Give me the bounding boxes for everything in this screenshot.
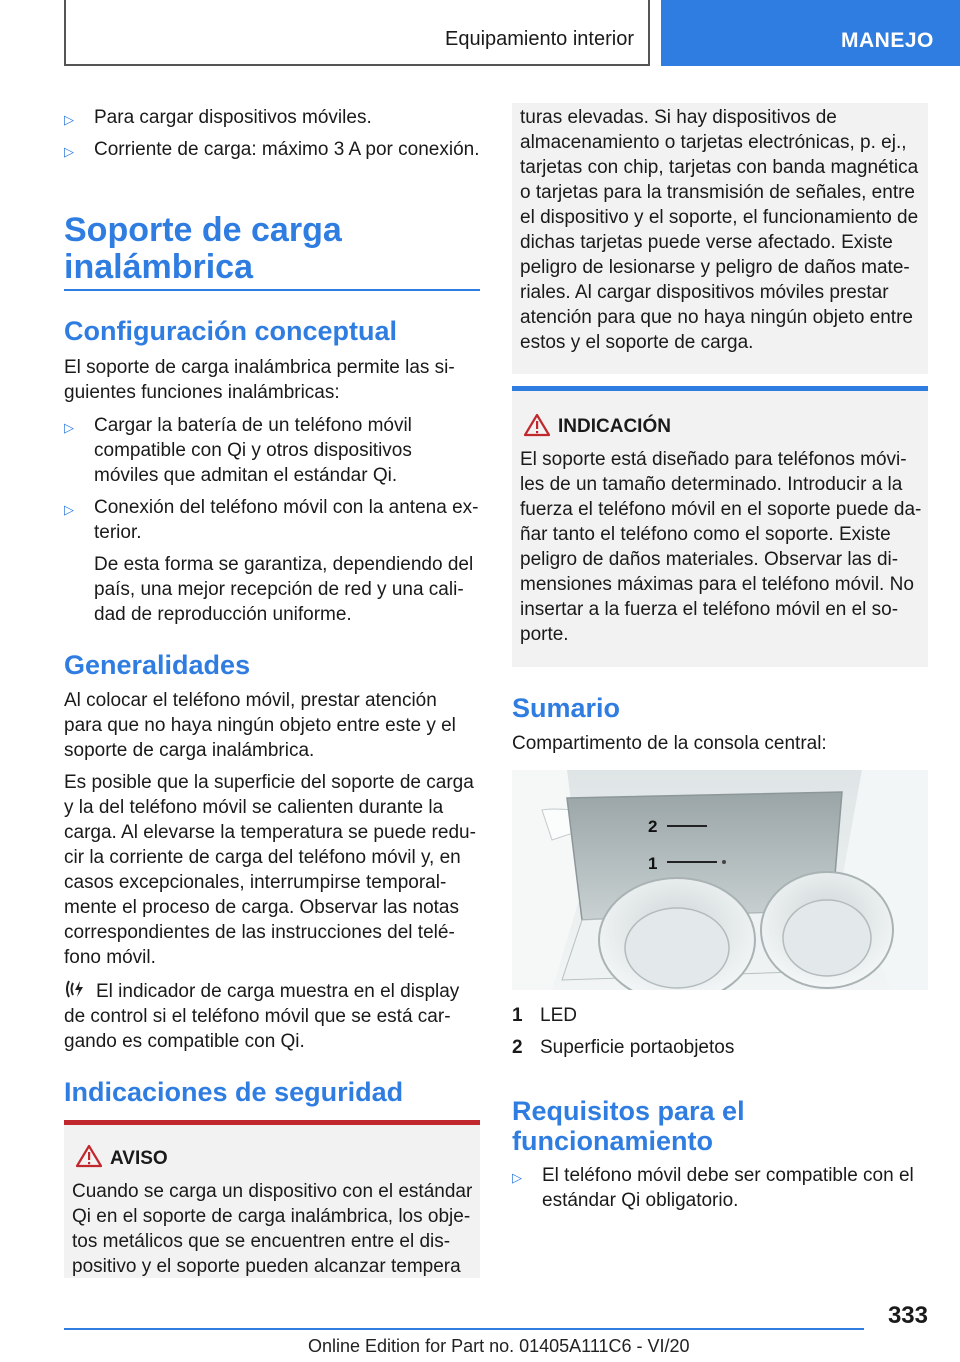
section-heading-concept: Configuración conceptual <box>64 316 398 346</box>
general-paragraph-1: Al colocar el teléfono móvil, prestar atención para que no haya ningún objeto entre este y el soporte de carga inalámbrica. <box>64 690 456 761</box>
bullet-item <box>64 105 480 130</box>
charge-indicator-paragraph <box>64 978 480 1054</box>
section-heading-requisitos <box>512 1096 928 1156</box>
legend-label: LED <box>540 1005 577 1026</box>
heading-line: funcionamiento <box>512 1126 713 1156</box>
bullet-triangle-icon: ▷ <box>64 144 74 159</box>
legend-number: 1 <box>512 1005 523 1026</box>
bullet-text: El teléfono móvil debe ser compatible con el estándar Qi obligatorio. <box>542 1165 914 1211</box>
footer-rule <box>64 1328 864 1330</box>
indicacion-note-box <box>512 386 928 667</box>
bullet-text: Corriente de carga: máximo 3 A por conexión. <box>94 139 480 160</box>
section-heading-sumario: Sumario <box>512 693 621 723</box>
bullet-text: Cargar la batería de un teléfono móvil compatible con Qi y otros dispositivos móviles que admitan el estándar Qi. <box>94 415 412 486</box>
bullet-triangle-icon: ▷ <box>512 1170 522 1185</box>
charge-indicator-text: El indicador de carga muestra en el display de control si el teléfono móvil que se está cargando es compatible con Qi. <box>64 981 460 1052</box>
heading-line: Requisitos para el <box>512 1096 745 1126</box>
bullet-item <box>64 413 480 488</box>
console-illustration <box>512 770 928 990</box>
page-number: 333 <box>887 1302 928 1329</box>
indicacion-text: El soporte está diseñado para teléfonos móviles de un tamaño determinado. Introducir a la fuerza el teléfono móvil en el soporte puede dañar tanto el teléfono como el soporte. Existe peligro de daños materiales. Observar las dimensiones máximas para el teléfono móvil. No insertar a la fuerza el teléfono móvil en el soporte. <box>520 449 922 645</box>
page-header <box>0 0 960 66</box>
bullet-item <box>64 495 480 545</box>
section-heading-general: Generalidades <box>64 650 251 680</box>
sumario-intro: Compartimento de la consola central: <box>512 733 827 754</box>
section-heading-safety: Indicaciones de seguridad <box>64 1077 404 1107</box>
indicacion-title: INDICACIÓN <box>558 416 671 437</box>
bullet-text: Para cargar dispositivos móviles. <box>94 107 372 128</box>
wireless-charging-icon <box>64 978 92 1000</box>
header-chapter-title: MANEJO <box>841 29 934 52</box>
concept-intro: El soporte de carga inalámbrica permite las siguientes funciones inalámbricas: <box>64 357 455 403</box>
bullet-item <box>64 137 480 162</box>
bullet-item <box>512 1163 928 1213</box>
main-title-line: inalámbrica <box>64 248 253 286</box>
aviso-title: AVISO <box>110 1148 168 1169</box>
bullet-triangle-icon: ▷ <box>64 112 74 127</box>
header-chapter-tab <box>661 0 960 66</box>
aviso-continuation-box <box>512 103 928 374</box>
aviso-warning-box <box>64 1120 480 1278</box>
main-title <box>64 212 480 286</box>
footer-edition: Online Edition for Part no. 01405A111C6 - VI/20 <box>308 1336 690 1356</box>
legend-label: Superficie portaobjetos <box>540 1037 735 1058</box>
bullet-text: Conexión del teléfono móvil con la antena exterior. <box>94 497 479 543</box>
header-section-box <box>64 0 650 66</box>
callout-2: 2 <box>648 817 658 836</box>
main-title-line: Soporte de carga <box>64 211 342 249</box>
aviso-continuation-text: turas elevadas. Si hay dispositivos de almacenamiento o tarjetas electrónicas, p. ej., tarjetas con chip, tarjetas con banda magnética o tarjetas para la transmisión de señales, entre el dispositivo y el soporte, el funcionamiento de dichas tarjetas puede verse afectado. Existe peligro de lesionarse y peligro de daños materiales. Al cargar dispositivos móviles prestar atención para que no haya ningún objeto entre estos y el soporte de carga. <box>520 107 919 353</box>
note-triangle-icon <box>524 413 550 442</box>
note-bar <box>512 386 928 391</box>
center-console-image <box>512 770 928 990</box>
callout-1: 1 <box>648 854 658 873</box>
bullet-subparagraph: De esta forma se garantiza, dependiendo del país, una mejor recepción de red y una calidad de reproducción uniforme. <box>94 554 474 625</box>
aviso-text: Cuando se carga un dispositivo con el estándar Qi en el soporte de carga inalámbrica, los objetos metálicos que se encuentren entre el dispositivo y el soporte pueden alcanzar tempera <box>72 1181 473 1277</box>
bullet-triangle-icon: ▷ <box>64 420 74 435</box>
warning-bar <box>64 1120 480 1125</box>
bullet-triangle-icon: ▷ <box>64 502 74 517</box>
general-paragraph-2: Es posible que la superficie del soporte de carga y la del teléfono móvil se calienten durante la carga. Al elevarse la temperatura se puede reducir la corriente de carga del teléfono móvil y, en casos excepcionales, interrumpirse temporalmente el proceso de carga. Observar las notas correspondientes de las instrucciones del teléfono móvil. <box>64 772 476 968</box>
header-section-title: Equipamiento interior <box>445 28 634 50</box>
legend-number: 2 <box>512 1037 523 1058</box>
title-rule <box>64 289 480 291</box>
warning-triangle-icon <box>76 1144 102 1173</box>
